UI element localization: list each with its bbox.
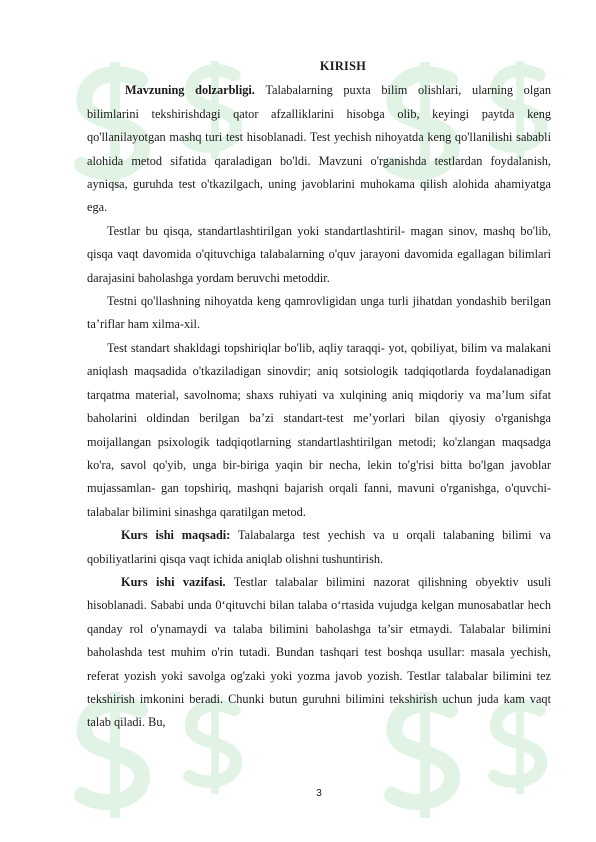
paragraph-test-definition — [87, 220, 551, 290]
paragraph-lead: Kurs ishi maqsadi: — [121, 528, 231, 543]
paragraph-text: Testlar bu qisqa, standartlashtirilgan yoki standartlashtiril- magan sinov, mashq bo'lib, qisqa vaqt davomida o'qituvchiga talabalarning o'quv jarayoni davomida egallagan bilimlari darajasini baholashga yordam beruvchi metoddir. — [87, 223, 551, 285]
paragraph-lead: Mavzuning dolzarbligi. — [125, 83, 255, 98]
paragraph-text: Test standart shakldagi topshiriqlar bo'lib, aqliy taraqqi- yot, qobiliyat, bilim va malakani aniqlash maqsadida o'tkaziladigan sinovdir; aniq sotsiologik tadqiqotlarda foydalanadigan tarqatma material, savolnoma; shaxs ruhiyati va xulqining aniq miqdoriy va ma’lum sifat baholarini oldindan berilgan ba’zi standart-test me’yorlari bilan qiyosiy o'rganishga moijallangan psixologik tadqiqotlarning standartlashtirilgan metodi; ko'zlangan maqsadga ko'ra, savol qo'yib, unga bir-biriga yaqin bir necha, lekin to'g'risi bitta bo'lgan javoblar mujassamlan- gan topshiriq, mashqni bajarish orqali fanni, mavuni o'rganishga, o'quvchi-talabalar bilimini sinashga qaratilgan metod. — [87, 340, 551, 519]
paragraph-tasks — [87, 571, 551, 735]
document-body — [87, 55, 551, 735]
paragraph-goal — [87, 524, 551, 571]
paragraph-test-scope — [87, 290, 551, 337]
paragraph-text: Testlar talabalar bilimini nazorat qilishning obyektiv usuli hisoblanadi. Sababi unda 0‘qituvchi bilan talaba o‘rtasida vujudga kelgan munosabatlar hech qanday rol o'ynamaydi va talaba bilimini baholashga ta’sir etmaydi. Talabalar bilimini baholashda test muhim o'rin tutadi. Bundan tashqari test boshqa usullar: masala yechish, referat yozish yoki savolga og'zaki yoki yozma javob yozish. Testlar talabalar bilimini tez tekshirish imkonini beradi. Chunki butun guruhni bilimini tekshirish uchun juda kam vaqt talab qiladi. Bu, — [87, 574, 551, 730]
paragraph-text: Talabalarga test yechish va u orqali talabaning bilimi va qobiliyatlarini qisqa vaqt ichida aniqlab olishni tushuntirish. — [87, 528, 551, 566]
paragraph-lead: Kurs ishi vazifasi. — [121, 574, 226, 589]
paragraph-text: Testni qo'llashning nihoyatda keng qamrovligidan unga turli jihatdan yondashib berilgan ta’riflar ham xilma-xil. — [87, 294, 551, 332]
page-number: 3 — [316, 788, 322, 799]
paragraph-test-standard — [87, 337, 551, 524]
paragraph-relevance — [87, 79, 551, 219]
paragraph-text: Talabalarning puxta bilim olishlari, ularning olgan bilimlarini tekshirishdagi qator afzalliklarini hisobga olib, keyingi paytda keng qo'llanilayotgan mashq turi test hisoblanadi. Test yechish nihoyatda keng qo'llanilishi sababli alohida metod sifatida qaraladigan bo'ldi. Mavzuni o'rganishda testlardan foydalanish, ayniqsa, guruhda test o'tkazilgach, uning javoblarini muhokama qilish alohida ahamiyatga ega. — [87, 83, 552, 215]
page-title: KIRISH — [319, 59, 367, 73]
